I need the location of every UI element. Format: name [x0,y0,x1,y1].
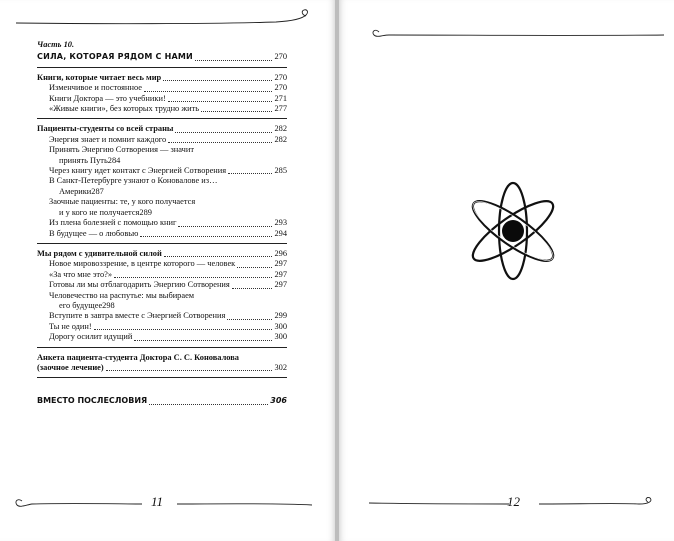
toc-entry[interactable] [37,94,287,104]
entry-title: Вступите в завтра вместе с Энергией Сотворения [49,311,226,321]
entry-title: Дорогу осилит идущий [49,332,133,342]
entry-title: Изменчивое и постоянное [49,83,143,93]
entry-title: Новое мировоззрение, в центре которого — человек [49,259,236,269]
leader-dots [228,173,272,174]
toc-entry[interactable] [37,176,287,197]
leader-dots [94,329,273,330]
section-page: 270 [274,72,287,82]
afterword-title: ВМЕСТО ПОСЛЕСЛОВИЯ [37,396,148,406]
leader-dots [237,267,272,268]
toc-entry[interactable] [37,104,287,114]
entry-title-line-1: В Санкт-Петербурге узнают о Коновалове из… [49,176,218,186]
bottom-left-flourish [12,495,322,515]
entry-page: 289 [139,207,152,217]
entry-page: 287 [91,186,104,196]
entry-page: 299 [274,311,287,321]
entry-title: «За что мне это?» [49,269,113,279]
entry-title: Готовы ли мы отблагодарить Энергию Сотворения [49,280,230,290]
page-number: 11 [151,494,164,509]
table-of-contents [37,40,287,407]
entry-title: Из плена болезней с помощью книг [49,218,177,228]
leader-dots [168,142,272,143]
divider [37,67,287,68]
toc-entry[interactable] [37,291,287,312]
section-title: Книги, которые читает весь мир [37,72,162,82]
left-page [0,0,335,541]
entry-page: 300 [274,332,287,342]
afterword-entry[interactable] [37,396,287,406]
divider [37,347,287,348]
toc-entry[interactable] [37,229,287,239]
toc-entry[interactable] [37,145,287,166]
leader-dots [164,256,273,257]
entry-page: 294 [274,228,287,238]
leader-dots [195,60,273,61]
toc-entry[interactable] [37,83,287,93]
entry-title-line-1: Человечество на распутье: мы выбираем [49,290,195,300]
leader-dots [106,370,273,371]
entry-page: 298 [102,300,115,310]
entry-page: 284 [107,155,121,165]
section-heading[interactable] [37,249,287,259]
sections [37,73,287,348]
entry-page: 300 [274,321,287,331]
anketa-line-1: Анкета пациента-студента Доктора С. С. Коновалова [37,352,239,362]
entry-page: 297 [274,259,287,269]
toc-entry[interactable] [37,135,287,145]
part-title-line[interactable] [37,52,287,62]
toc-entry[interactable] [37,166,287,176]
entry-title-line-1: Принять Энергию Сотворения — значит [49,145,195,155]
entry-page: 271 [274,93,287,103]
entry-page: 285 [274,166,287,176]
section-title: Мы рядом с удивительной силой [37,248,162,258]
entry-page: 277 [274,104,287,114]
leader-dots [149,404,268,405]
entry-title: В будущее — о любовью [49,228,139,238]
part-page: 270 [274,52,287,62]
toc-entry[interactable] [37,197,287,218]
leader-dots [163,80,272,81]
leader-dots [144,91,272,92]
toc-entry[interactable] [37,270,287,280]
entry-title: Через книгу идет контакт с Энергией Сотворения [49,166,227,176]
entry-title-line-1: Заочные пациенты: те, у кого получается [49,197,196,207]
toc-entry[interactable] [37,218,287,228]
section-heading[interactable] [37,124,287,134]
leader-dots [201,111,272,112]
section-heading[interactable] [37,73,287,83]
top-left-flourish [14,8,314,30]
section-title: Пациенты-студенты со всей страны [37,124,174,134]
entry-title-line-2: принять Путь [59,155,108,165]
entry-title: Книги Доктора — это учебники! [49,93,166,103]
entry-page: 297 [274,280,287,290]
entry-page: 293 [274,218,287,228]
leader-dots [140,236,272,237]
afterword-page: 306 [270,396,287,406]
entry-page: 282 [274,134,287,144]
entry-title: «Живые книги», без которых трудно жить [49,104,200,114]
divider [37,118,287,119]
toc-entry[interactable] [37,311,287,321]
anketa-line-2: (заочное лечение) [37,362,104,372]
entry-page: 270 [274,83,287,93]
toc-entry[interactable] [37,332,287,342]
part-label: Часть 10. [37,40,75,49]
part-title: СИЛА, КОТОРАЯ РЯДОМ С НАМИ [37,52,193,62]
entry-page: 297 [274,269,287,279]
anketa-entry[interactable] [37,353,287,374]
leader-dots [175,132,272,133]
toc-entry[interactable] [37,259,287,269]
section-page: 282 [274,124,287,134]
leader-dots [232,288,273,289]
leader-dots [134,340,272,341]
entry-title-line-2: Америки [59,186,92,196]
leader-dots [168,101,273,102]
entry-title: Энергия знает и помнит каждого [49,134,167,144]
anketa-page: 302 [274,362,287,372]
entry-title: Ты не один! [49,321,92,331]
entry-title-line-2: и у кого не получается [59,207,140,217]
divider [37,377,287,378]
toc-entry[interactable] [37,322,287,332]
atom-icon [462,180,564,287]
toc-entry[interactable] [37,280,287,290]
leader-dots [178,226,272,227]
top-right-flourish [369,22,669,44]
entry-title-line-2: его будущее [59,300,103,310]
section-page: 296 [274,248,287,258]
leader-dots [114,277,272,278]
page-number: 12 [507,494,520,509]
divider [37,243,287,244]
leader-dots [227,319,272,320]
